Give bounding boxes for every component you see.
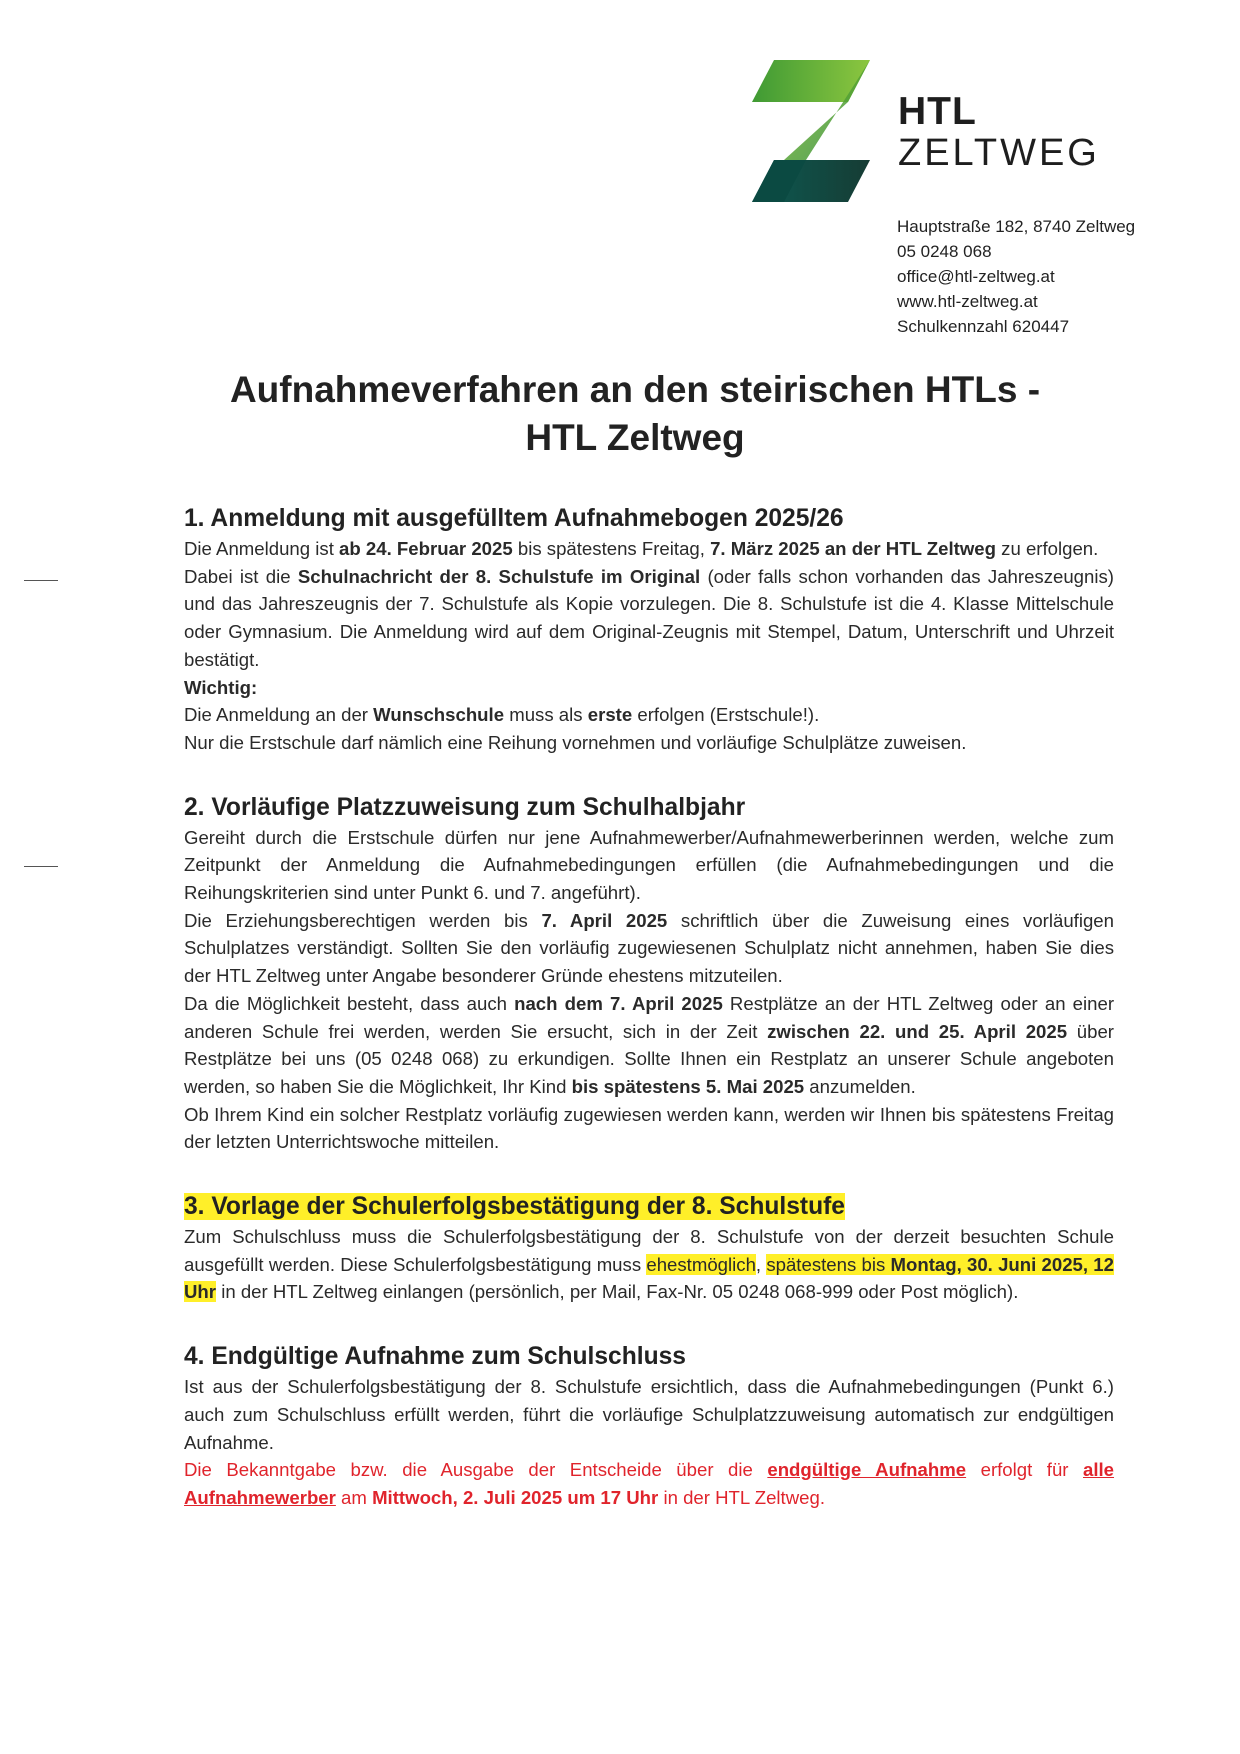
text: anzumelden. xyxy=(804,1075,916,1097)
text: Die Anmeldung ist xyxy=(184,538,340,559)
text: zu erfolgen. xyxy=(995,538,1099,559)
s4-paragraph-2 xyxy=(184,1456,1114,1511)
contact-school-id: Schulkennzahl 620447 xyxy=(897,317,1070,336)
s2-paragraph-2 xyxy=(184,907,1114,990)
text: Dabei ist die xyxy=(184,565,298,587)
fold-mark xyxy=(24,866,58,867)
text: Restplätze an der HTL Zeltweg oder an einer anderen Schule frei werden, werden Sie ersucht, sich in der Zeit xyxy=(184,992,1115,1042)
s1-paragraph-1 xyxy=(184,535,1114,563)
s4-paragraph-1: Ist aus der Schulerfolgsbestätigung der 8. Schulstufe ersichtlich, dass die Aufnahmebedingungen (Punkt 6.) auch zum Schulschluss erfüllt werden, führt die vorläufige Schulplatzzuweisung automatisch zur endgültigen Aufnahme. xyxy=(184,1376,1114,1453)
document-body xyxy=(184,503,1114,1512)
emphasis: nach dem 7. April 2025 xyxy=(514,992,723,1014)
text: erfolgt für xyxy=(966,1459,1083,1481)
event-date: Mittwoch, 2. Juli 2025 um 17 Uhr xyxy=(372,1486,659,1508)
emphasis: 7. April 2025 xyxy=(541,909,668,931)
text: muss als xyxy=(504,704,588,726)
section-3 xyxy=(184,1191,1114,1306)
text: Da die Möglichkeit besteht, dass auch xyxy=(184,992,515,1014)
logo-zeltweg: ZELTWEG xyxy=(898,132,1100,174)
s1-important-label xyxy=(184,674,1114,702)
emphasis: erste xyxy=(587,704,633,726)
highlight: spätestens bis xyxy=(766,1253,891,1275)
s1-paragraph-3 xyxy=(184,701,1114,729)
text: , xyxy=(755,1253,767,1275)
htl-zeltweg-logo xyxy=(752,60,870,202)
text: schriftlich über die Zuweisung eines vorläufigen Schulplatzes verständigt. Sollten Sie den vorläufig zugewiesenen Schulplatz nicht annehmen, haben Sie dies der HTL Zeltweg unter Angabe besonderer Gründe ehestens mitzuteilen. xyxy=(184,909,1114,987)
contact-phone: 05 0248 068 xyxy=(897,242,992,261)
text: in der HTL Zeltweg einlangen (persönlich, per Mail, Fax-Nr. 05 0248 068-999 oder Post möglich). xyxy=(216,1281,1019,1303)
s1-paragraph-4: Nur die Erstschule darf nämlich eine Reihung vornehmen und vorläufige Schulplätze zuweisen. xyxy=(184,731,967,753)
contact-email[interactable]: office@htl-zeltweg.at xyxy=(897,267,1055,286)
section-2 xyxy=(184,792,1114,1156)
title-line-1: Aufnahmeverfahren an den steirischen HTLs - xyxy=(229,369,1041,410)
emphasis: zwischen 22. und 25. April 2025 xyxy=(767,1020,1068,1042)
text: Die Bekanntgabe bzw. die Ausgabe der Entscheide über die xyxy=(184,1459,768,1481)
highlight: ehestmöglich xyxy=(646,1253,756,1275)
contact-block xyxy=(897,214,1135,339)
document-title xyxy=(140,366,1130,462)
text: Die Anmeldung an der xyxy=(184,704,374,726)
section-1-heading: 1. Anmeldung mit ausgefülltem Aufnahmebogen 2025/26 xyxy=(184,505,844,532)
section-1 xyxy=(184,503,1114,757)
text: über Restplätze bei uns (05 0248 068) zu erkundigen. Sollte Ihnen ein Restplatz an unserer Schule angeboten werden, so haben Sie die Möglichkeit, Ihr Kind xyxy=(184,1020,1114,1097)
s3-paragraph-1 xyxy=(184,1223,1114,1306)
text: erfolgen (Erstschule!). xyxy=(632,704,820,726)
emphasis: Wunschschule xyxy=(373,704,505,726)
contact-web[interactable]: www.htl-zeltweg.at xyxy=(897,292,1038,311)
emphasis: Schulnachricht der 8. Schulstufe im Original xyxy=(297,565,701,587)
text: Die Erziehungsberechtigen werden bis xyxy=(184,909,542,931)
s1-paragraph-2 xyxy=(184,563,1114,674)
emphasis: endgültige Aufnahme xyxy=(767,1459,967,1481)
logo-htl: HTL xyxy=(898,90,977,133)
title-line-2: HTL Zeltweg xyxy=(525,417,745,458)
s2-paragraph-1: Gereiht durch die Erstschule dürfen nur jene Aufnahmewerber/Aufnahmewerberinnen werden, welche zum Zeitpunkt der Anmeldung die Aufnahmebedingungen erfüllen (die Aufnahmebedingungen und die Reihungskriterien sind unter Punkt 6. und 7. angeführt). xyxy=(184,826,1114,904)
text: (oder falls schon vorhanden das Jahreszeugnis) und das Jahreszeugnis der 7. Schulstufe als Kopie vorzulegen. Die 8. Schulstufe ist die 4. Klasse Mittelschule oder Gymnasium. Die Anmeldung wird auf dem Original-Zeugnis mit Stempel, Datum, Unterschrift und Uhrzeit bestätigt. xyxy=(184,565,1114,670)
s2-paragraph-4: Ob Ihrem Kind ein solcher Restplatz vorläufig zugewiesen werden kann, werden wir Ihnen bis spätestens Freitag der letzten Unterrichtswoche mitteilen. xyxy=(184,1103,1114,1153)
text: in der HTL Zeltweg. xyxy=(658,1486,825,1508)
logo-wordmark xyxy=(898,92,1100,172)
important-label: Wichtig: xyxy=(184,676,258,698)
contact-street: Hauptstraße 182, 8740 Zeltweg xyxy=(897,217,1136,236)
emphasis: alle Aufnahmewerber xyxy=(184,1459,1115,1508)
s2-paragraph-3 xyxy=(184,990,1114,1101)
section-2-heading: 2. Vorläufige Platzzuweisung zum Schulhalbjahr xyxy=(184,793,746,821)
highlighted-heading: 3. Vorlage der Schulerfolgsbestätigung der 8. Schulstufe xyxy=(184,1193,845,1221)
deadline: Montag, 30. Juni 2025, 12 Uhr xyxy=(184,1253,1114,1303)
fold-mark xyxy=(24,580,58,581)
emphasis: bis spätestens 5. Mai 2025 xyxy=(571,1075,805,1097)
text: bis spätestens Freitag, xyxy=(512,538,711,559)
date-start: ab 24. Februar 2025 xyxy=(339,538,513,559)
section-3-heading xyxy=(184,1191,1114,1223)
date-end: 7. März 2025 an der HTL Zeltweg xyxy=(710,538,996,559)
text: Zum Schulschluss muss die Schulerfolgsbestätigung der 8. Schulstufe von der derzeit besuchten Schule ausgefüllt werden. Diese Schulerfolgsbestätigung muss xyxy=(184,1226,1114,1275)
text: am xyxy=(335,1486,373,1508)
section-4-heading: 4. Endgültige Aufnahme zum Schulschluss xyxy=(184,1343,686,1371)
section-4 xyxy=(184,1341,1114,1512)
